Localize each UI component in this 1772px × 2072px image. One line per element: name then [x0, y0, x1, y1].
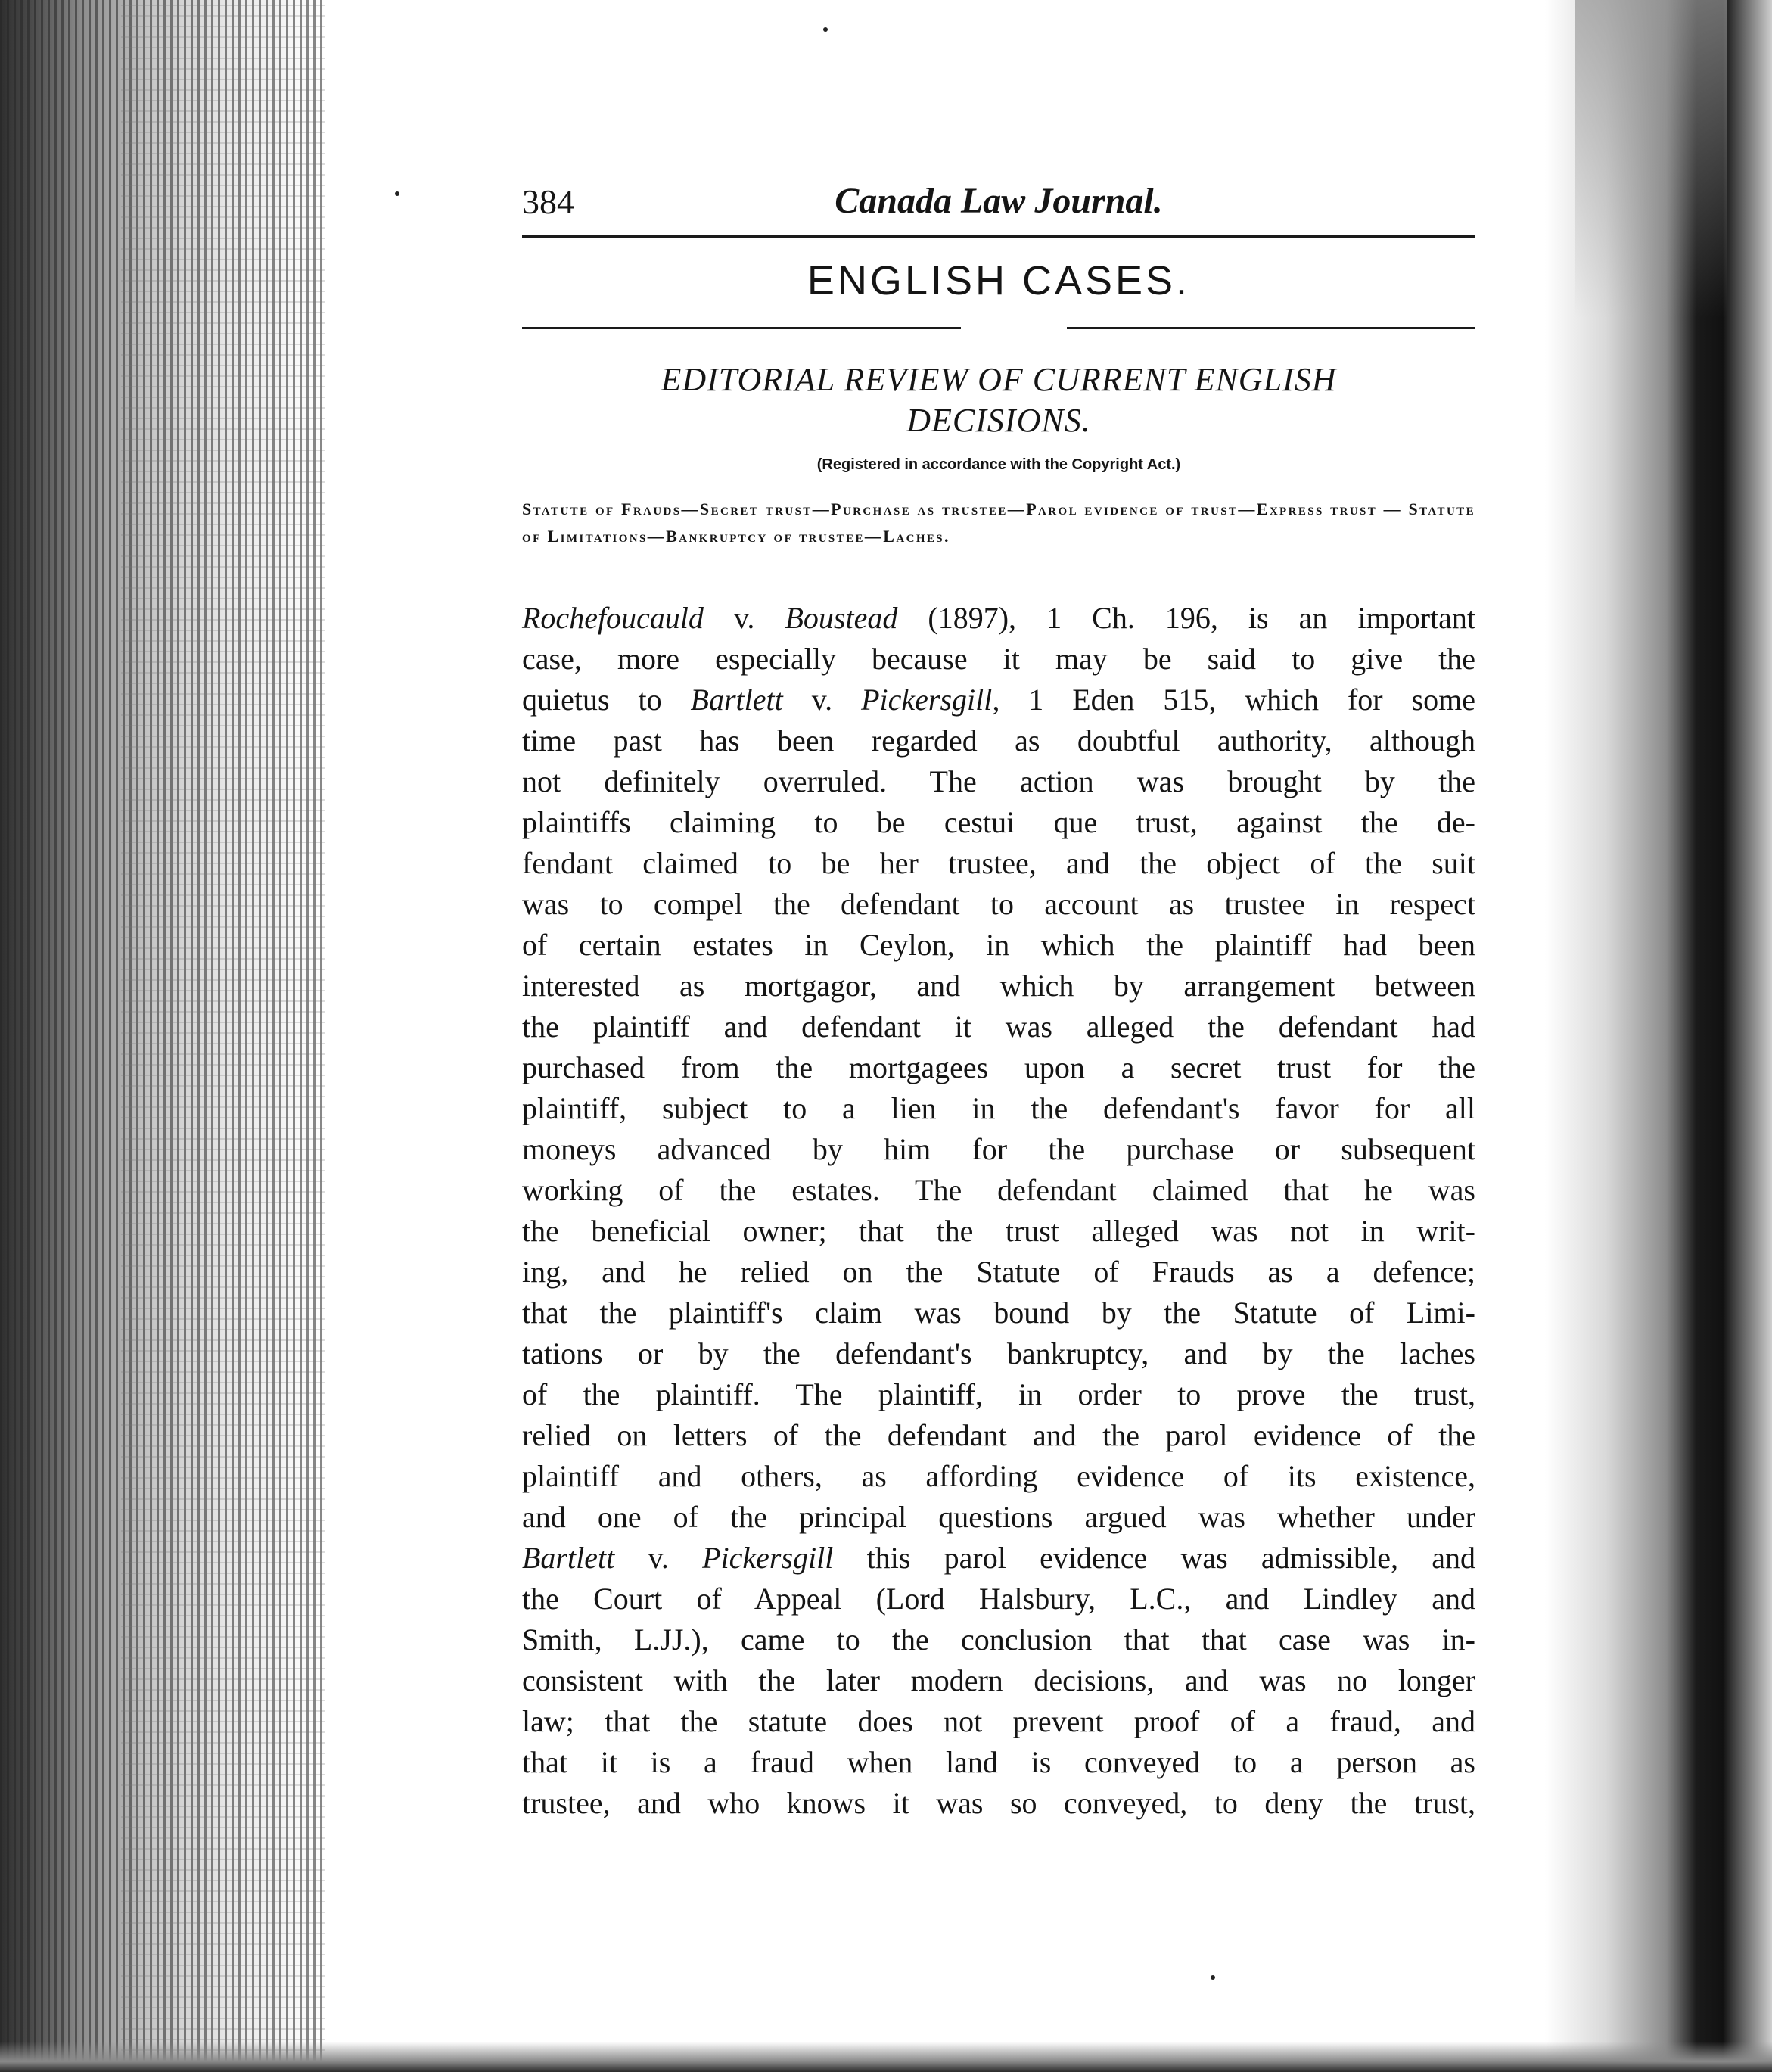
editorial-heading — [522, 359, 1475, 441]
case-name: Bartlett — [690, 683, 783, 717]
body-line: case, more especially because it may be said to give the — [522, 642, 1475, 676]
body-line: fendant claimed to be her trustee, and the object of the suit — [522, 846, 1475, 880]
body-line: ing, and he relied on the Statute of Frauds as a defence; — [522, 1255, 1475, 1289]
scan-edge-bottom — [0, 2042, 1772, 2072]
body-line: moneys advanced by him for the purchase or subsequent — [522, 1132, 1475, 1166]
body-line: Rochefoucauld v. Boustead (1897), 1 Ch. 196, is an important — [522, 601, 1476, 635]
section-title: ENGLISH CASES. — [807, 258, 1191, 303]
journal-title: Canada Law Journal. — [835, 181, 1163, 221]
body-line: the Court of Appeal (Lord Halsbury, L.C., and Lindley and — [522, 1582, 1475, 1616]
body-line: of the plaintiff. The plaintiff, in order to prove the trust, — [522, 1377, 1475, 1411]
body-line: trustee, and who knows it was so conveyed, to deny the trust, — [522, 1786, 1475, 1820]
body-line: purchased from the mortgagees upon a secret trust for the — [522, 1050, 1475, 1084]
scan-speck — [823, 27, 828, 32]
case-topics: Statute of Frauds—Secret trust—Purchase as trustee—Parol evidence of trust—Express trust — Statute of Limitations—Bankruptcy of trustee—Laches. — [522, 499, 1475, 546]
section-rule-right — [1067, 327, 1475, 329]
body-line: the beneficial owner; that the trust alleged was not in writ- — [522, 1214, 1475, 1248]
body-line: consistent with the later modern decisions, and was no longer — [522, 1663, 1475, 1697]
body-line: not definitely overruled. The action was brought by the — [522, 764, 1475, 798]
body-line: relied on letters of the defendant and the parol evidence of the — [522, 1418, 1475, 1452]
scan-speck — [395, 191, 399, 196]
article-body — [522, 598, 1475, 1824]
scan-speck — [1211, 1975, 1215, 1980]
body-line: the plaintiff and defendant it was alleged the defendant had — [522, 1010, 1475, 1044]
running-head — [522, 174, 1475, 227]
body-line: tations or by the defendant's bankruptcy, and by the laches — [522, 1336, 1475, 1370]
case-name: Pickersgill — [702, 1541, 834, 1575]
body-line: plaintiff, subject to a lien in the defendant's favor for all — [522, 1091, 1475, 1125]
section-rule-left — [522, 327, 961, 329]
body-line: that the plaintiff's claim was bound by the Statute of Limi- — [522, 1296, 1475, 1330]
body-line: interested as mortgagor, and which by arrangement between — [522, 969, 1475, 1003]
body-line: working of the estates. The defendant claimed that he was — [522, 1173, 1475, 1207]
body-line: plaintiff and others, as affording evidence of its existence, — [522, 1459, 1475, 1493]
case-name: Bartlett — [522, 1541, 615, 1575]
scan-edge-left-texture — [121, 0, 325, 2072]
header-rule — [522, 235, 1475, 238]
body-line: that it is a fraud when land is conveyed to a person as — [522, 1745, 1475, 1779]
case-name: Rochefoucauld — [522, 601, 704, 635]
body-line: and one of the principal questions argued was whether under — [522, 1500, 1475, 1534]
body-line: quietus to Bartlett v. Pickersgill, 1 Eden 515, which for some — [522, 683, 1476, 717]
body-line: time past has been regarded as doubtful authority, although — [522, 723, 1475, 758]
copyright-note: (Registered in accordance with the Copyright Act.) — [816, 456, 1181, 473]
page-number: 384 — [522, 182, 574, 221]
case-name: Boustead — [785, 601, 898, 635]
body-line: was to compel the defendant to account as trustee in respect — [522, 887, 1475, 921]
body-line: law; that the statute does not prevent proof of a fraud, and — [522, 1704, 1475, 1738]
body-line: plaintiffs claiming to be cestui que trust, against the de- — [522, 805, 1475, 839]
body-line: Bartlett v. Pickersgill this parol evidence was admissible, and — [522, 1541, 1475, 1575]
scan-edge-right-shadow — [1575, 0, 1727, 318]
editorial-heading-line-2: DECISIONS. — [906, 402, 1091, 439]
body-line: Smith, L.JJ.), came to the conclusion that that case was in- — [522, 1622, 1475, 1657]
document-page — [522, 174, 1476, 1820]
body-line: of certain estates in Ceylon, in which the plaintiff had been — [522, 928, 1475, 962]
case-name: Pickersgill, — [861, 683, 1000, 717]
editorial-heading-line-1: EDITORIAL REVIEW OF CURRENT ENGLISH — [661, 361, 1337, 398]
